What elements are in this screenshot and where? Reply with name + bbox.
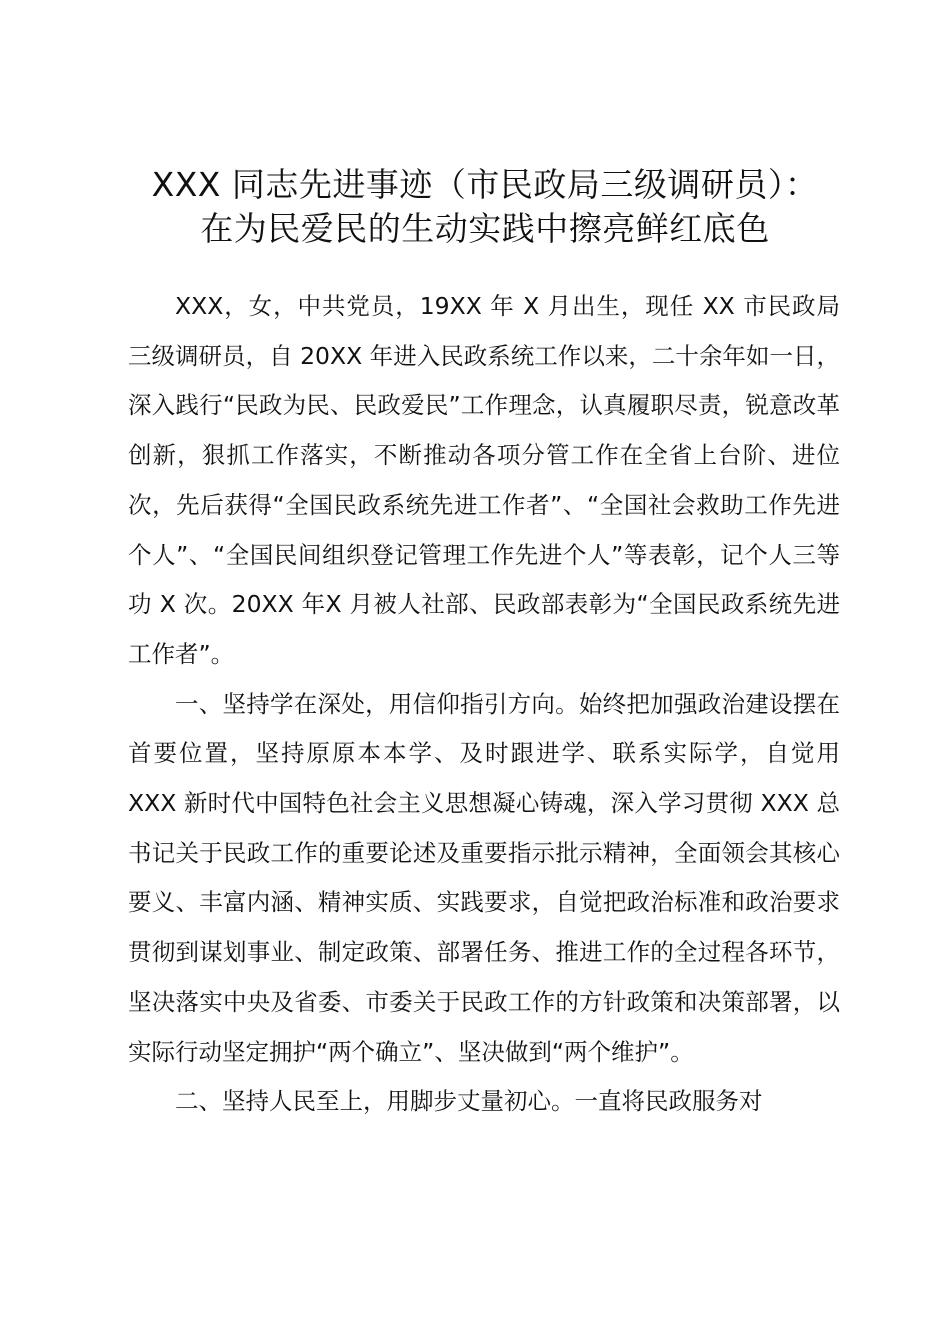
document-title [120,163,850,251]
title-line-2: 在为民爱民的生动实践中擦亮鲜红底色 [200,209,770,248]
document-body [128,282,840,1127]
paragraph-intro: XXX，女，中共党员，19XX 年 X 月出生，现任 XX 市民政局三级调研员，自 20XX 年进入民政系统工作以来，二十余年如一日，深入践行“民政为民、民政爱民”工作理念，认真履职尽责，锐意改革创新，狠抓工作落实，不断推动各项分管工作在全省上台阶、进位次，先后获得“全国民政系统先进工作者”、“全国社会救助工作先进个人”、“全国民间组织登记管理工作先进个人”等表彰，记个人三等功 X 次。20XX 年X 月被人社部、民政部表彰为“全国民政系统先进工作者”。 [128,292,840,668]
title-line-1: XXX 同志先进事迹（市民政局三级调研员）： [151,165,819,204]
paragraph-section-1: 一、坚持学在深处，用信仰指引方向。始终把加强政治建设摆在首要位置，坚持原原本本学、及时跟进学、联系实际学，自觉用 XXX 新时代中国特色社会主义思想凝心铸魂，深入学习贯彻 XXX 总书记关于民政工作的重要论述及重要指示批示精神，全面领会其核心要义、丰富内涵、精神实质、实践要求，自觉把政治标准和政治要求贯彻到谋划事业、制定政策、部署任务、推进工作的全过程各环节，坚决落实中央及省委、市委关于民政工作的方针政策和决策部署，以实际行动坚定拥护“两个确立”、坚决做到“两个维护”。 [128,689,840,1066]
paragraph-section-2: 二、坚持人民至上，用脚步丈量初心。一直将民政服务对 [175,1087,763,1116]
